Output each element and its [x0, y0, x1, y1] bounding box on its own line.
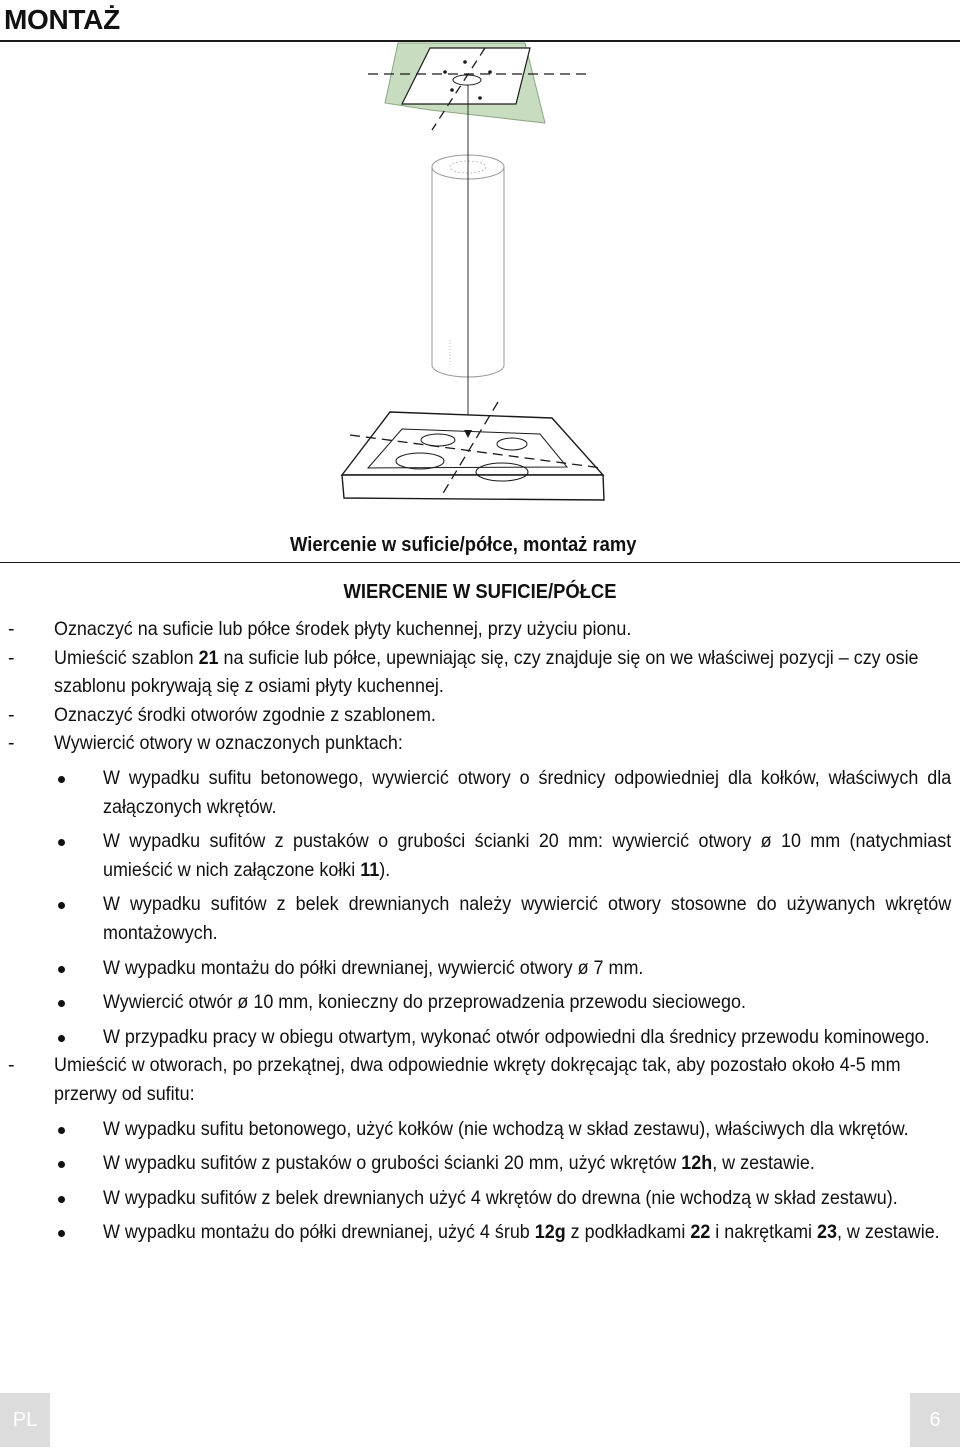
page-title: MONTAŻ — [4, 4, 120, 35]
bullet-item: W wypadku montażu do półki drewnianej, wywiercić otwory ø 7 mm. — [8, 954, 952, 983]
cooktop — [342, 402, 604, 500]
section-divider — [0, 562, 960, 563]
bullet-item: W wypadku sufitów z belek drewnianych należy wywiercić otwory stosowne do używanych wkrętów montażowych. — [8, 890, 952, 947]
figure-caption: Wiercenie w suficie/półce, montaż ramy — [290, 534, 637, 556]
step-item: - Umieścić szablon 21 na suficie lub półce, upewniając się, czy znajduje się on we właściwej pozycji – czy osie szablonu pokrywają się z osiami płyty kuchennej. — [8, 644, 952, 701]
page-number: 6 — [910, 1393, 960, 1447]
template-hole — [488, 70, 492, 74]
step-item: - Oznaczyć na suficie lub półce środek płyty kuchennej, przy użyciu pionu. — [8, 615, 952, 644]
bullet-item: W przypadku pracy w obiegu otwartym, wykonać otwór odpowiedni dla średnicy przewodu kominowego. — [8, 1023, 952, 1052]
bullet-item: W wypadku sufitu betonowego, użyć kołków (nie wchodzą w skład zestawu), właściwych dla wkrętów. — [8, 1115, 952, 1144]
bullet-item: W wypadku sufitów z belek drewnianych użyć 4 wkrętów do drewna (nie wchodzą w skład zestawu). — [8, 1184, 952, 1213]
template-hole — [478, 96, 482, 100]
step-item: - Umieścić w otworach, po przekątnej, dwa odpowiednie wkręty dokręcając tak, aby pozostało około 4-5 mm przerwy od sufitu: — [8, 1051, 952, 1108]
instructions — [8, 615, 952, 1247]
bullet-item: W wypadku montażu do półki drewnianej, użyć 4 śrub 12g z podkładkami 22 i nakrętkami 23, w zestawie. — [8, 1218, 952, 1247]
template-hole — [443, 70, 447, 74]
language-badge: PL — [0, 1393, 50, 1447]
bullet-item: W wypadku sufitów z pustaków o grubości ścianki 20 mm, użyć wkrętów 12h, w zestawie. — [8, 1149, 952, 1178]
template-hole — [463, 60, 467, 64]
section-heading: WIERCENIE W SUFICIE/PÓŁCE — [343, 581, 617, 603]
step-item: - Oznaczyć środki otworów zgodnie z szablonem. — [8, 701, 952, 730]
step-item: - Wywiercić otwory w oznaczonych punktach: — [8, 729, 952, 758]
bullet-item: W wypadku sufitu betonowego, wywiercić otwory o średnicy odpowiedniej dla kołków, właściwych dla załączonych wkrętów. — [8, 764, 952, 821]
template-hole — [450, 88, 454, 92]
bullet-item: W wypadku sufitów z pustaków o grubości ścianki 20 mm: wywiercić otwory ø 10 mm (natychmiast umieścić w nich załączone kołki 11). — [8, 827, 952, 884]
bullet-item: Wywiercić otwór ø 10 mm, konieczny do przeprowadzenia przewodu sieciowego. — [8, 988, 952, 1017]
installation-diagram — [330, 40, 620, 510]
